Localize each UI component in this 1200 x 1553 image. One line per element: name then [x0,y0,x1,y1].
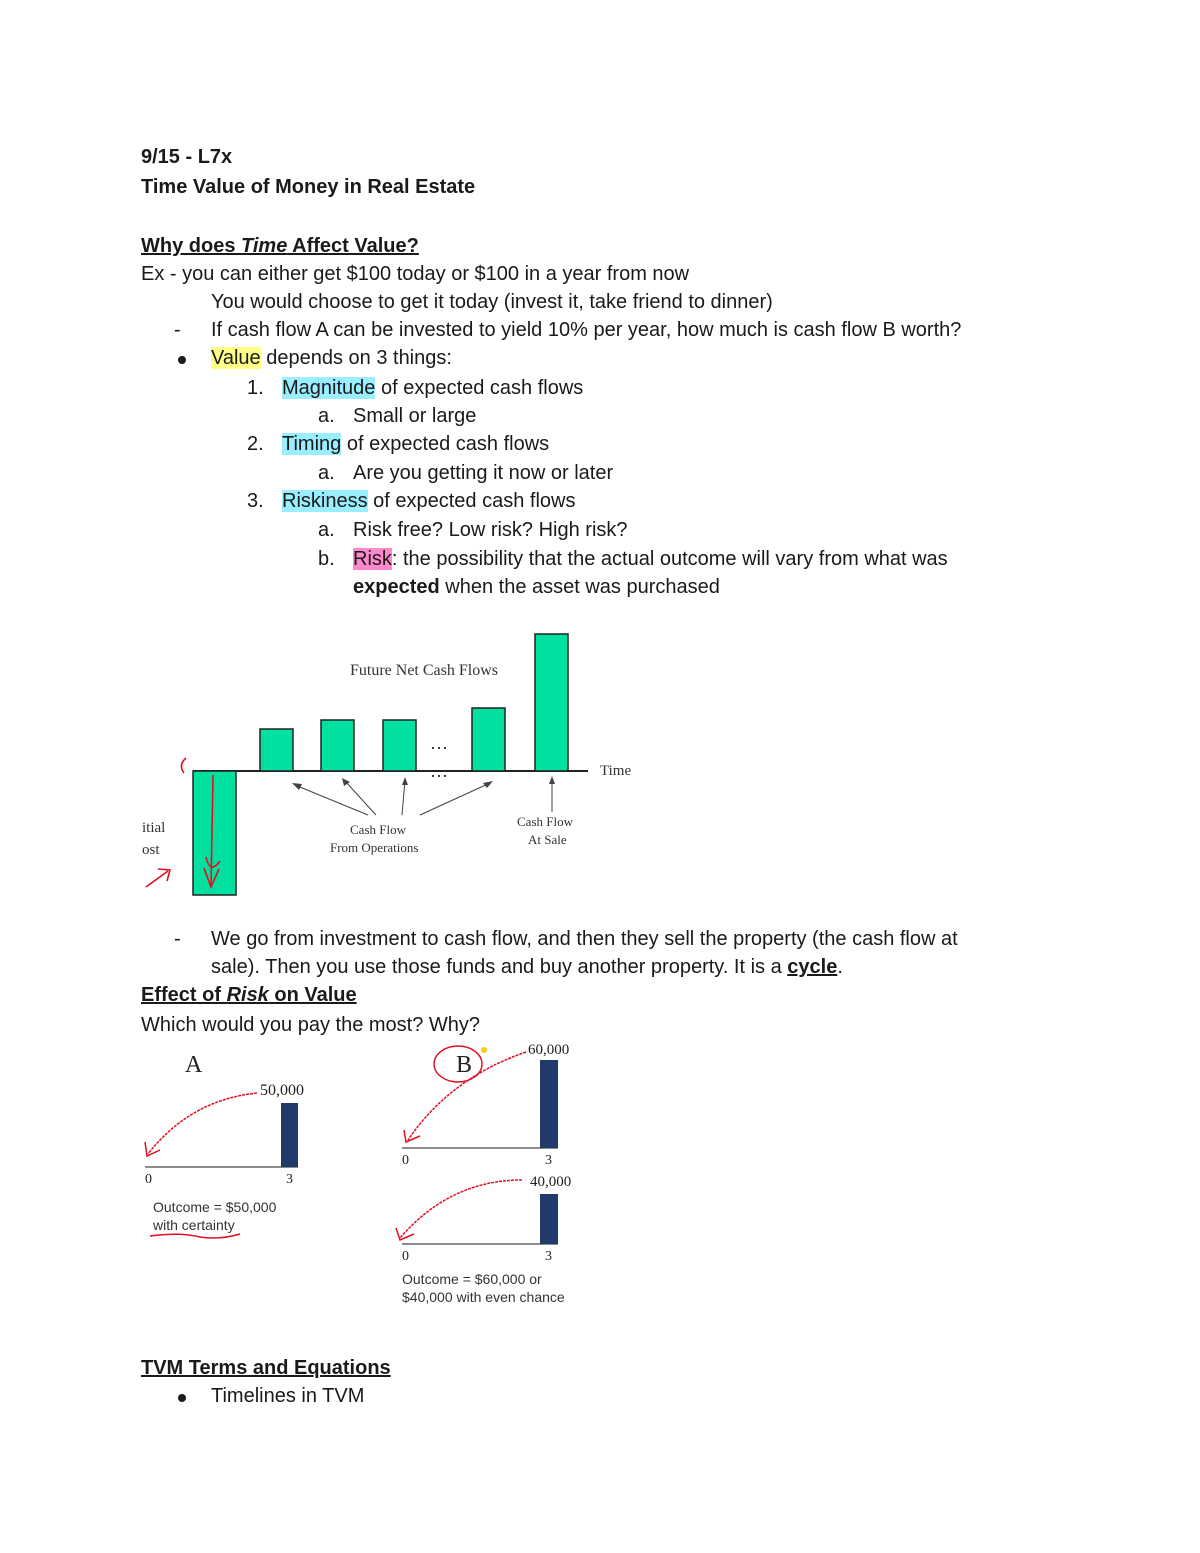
value-line [211,346,452,370]
date-line: 9/15 - L7x [141,146,233,168]
item-timing [282,432,549,456]
question-line: If cash flow A can be invested to yield 10% per year, how much is cash flow B worth? [211,319,962,341]
risk-question: Which would you pay the most? Why? [141,1014,481,1036]
outcome-b-1: Outcome = $60,000 or [402,1271,542,1287]
item-number: 1. [247,377,264,399]
cycle-period: . [837,956,843,978]
value-a: 50,000 [260,1082,304,1099]
bar-b-top [540,1060,558,1148]
figure-title: Future Net Cash Flows [350,662,498,679]
sub-item: Risk free? Low risk? High risk? [353,519,628,541]
time-label: Time [600,763,632,779]
label-a: A [185,1052,203,1078]
outcome-a-2: with certainty [153,1217,235,1233]
cycle-text: sale). Then you use those funds and buy another property. It is a [211,956,788,978]
magnitude-highlight: Magnitude [282,377,376,399]
tick-3: 3 [545,1153,552,1168]
risk-highlight: Risk [353,548,392,570]
value-b-top: 60,000 [528,1042,570,1058]
item-rest: of expected cash flows [367,490,576,512]
timing-highlight: Timing [282,433,342,455]
figure-b [390,1038,610,1308]
bar-b-bottom [540,1194,558,1244]
bar-a [281,1103,298,1167]
heading-emphasis: Time [241,235,288,257]
risk-rest: : the possibility that the actual outcome will vary from what was [391,548,948,570]
sale-label-2: At Sale [528,832,567,847]
dash-marker: - [174,928,181,950]
tick-3: 3 [286,1172,293,1187]
sale-bar [535,634,568,771]
red-annotations-b [396,1052,526,1240]
label-b: B [456,1052,473,1078]
heading-part: on Value [268,984,357,1006]
sub-letter: b. [318,548,335,570]
sub-letter: a. [318,462,335,484]
cycle-bold: cycle [787,956,838,978]
bullet-timelines: Timelines in TVM [211,1385,365,1407]
initial-label-2: ost [142,842,160,858]
initial-cost-bar [193,771,236,895]
initial-label-1: itial [142,820,166,836]
sale-label-1: Cash Flow [517,814,573,829]
highlight-dot [481,1047,487,1053]
bullet-dot [178,1394,186,1402]
choose-line: You would choose to get it today (invest it, take friend to dinner) [211,291,773,313]
risk-rest2: when the asset was purchased [439,576,720,598]
sub-letter: a. [318,519,335,541]
item-riskiness [282,489,575,513]
sub-letter: a. [318,405,335,427]
risk-definition [353,547,948,571]
example-line: Ex - you can either get $100 today or $100 in a year from now [141,263,690,285]
ops-bar-1 [260,729,293,771]
tick-0: 0 [402,1153,409,1168]
ops-bar-2 [321,720,354,771]
bullet-dot [178,356,186,364]
figure-a [140,1040,340,1245]
ellipsis-upper: … [430,733,448,753]
heading-part: Why does [141,235,242,257]
arrowheads [292,776,555,790]
expected-bold: expected [353,576,440,598]
sub-item: Small or large [353,405,477,427]
heading-part: Affect Value? [287,235,419,257]
tick-0: 0 [145,1172,152,1187]
ops-bar-4 [472,708,505,771]
item-rest: of expected cash flows [375,377,584,399]
section-heading-risk [141,983,357,1007]
riskiness-highlight: Riskiness [282,490,368,512]
cash-flow-figure [140,625,660,900]
outcome-a-1: Outcome = $50,000 [153,1199,277,1215]
dash-marker: - [174,319,181,341]
ellipsis-lower: … [430,761,448,781]
item-magnitude [282,376,583,400]
heading-part: Effect of [141,984,227,1006]
item-rest: of expected cash flows [341,433,550,455]
section-heading-tvm: TVM Terms and Equations [141,1357,391,1379]
value-b-bottom: 40,000 [530,1174,572,1190]
cycle-line-2 [211,955,843,979]
ops-label-1: Cash Flow [350,822,406,837]
outcome-b-2: $40,000 with even chance [402,1289,565,1305]
sub-item: Are you getting it now or later [353,462,614,484]
value-highlight: Value [211,347,261,369]
ops-label-2: From Operations [330,840,419,855]
heading-emphasis: Risk [226,984,269,1006]
cycle-line-1: We go from investment to cash flow, and then they sell the property (the cash flow at [211,928,958,950]
value-rest: depends on 3 things: [260,347,452,369]
ops-arrows [295,780,552,815]
tick-3: 3 [545,1249,552,1264]
item-number: 3. [247,490,264,512]
page-title: Time Value of Money in Real Estate [141,176,476,198]
item-number: 2. [247,433,264,455]
risk-definition-cont [353,575,720,599]
ops-bar-3 [383,720,416,771]
tick-0: 0 [402,1249,409,1264]
section-heading-time [141,234,419,258]
